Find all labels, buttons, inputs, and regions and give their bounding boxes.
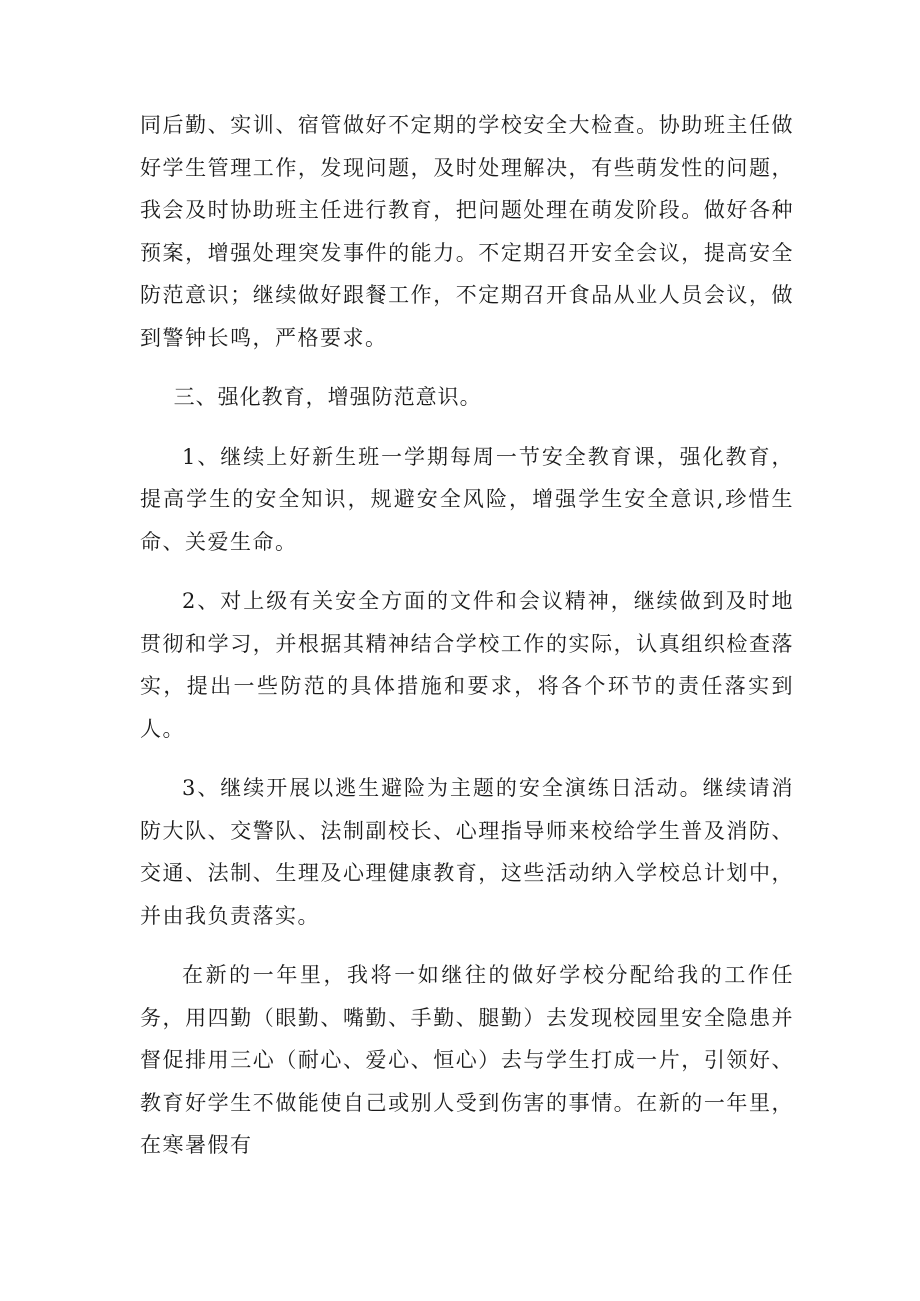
- section-heading: 三、强化教育，增强防范意识。: [173, 385, 482, 409]
- document-page: [140, 104, 794, 1184]
- paragraph-item-3: 3、继续开展以逃生避险为主题的安全演练日活动。继续请消防大队、交警队、法制副校长、心理指导师来校给学生普及消防、交通、法制、生理及心理健康教育，这些活动纳入学校总计划中，并由我负责落实。: [140, 776, 794, 928]
- paragraph-continuation: 同后勤、实训、宿管做好不定期的学校安全大检查。协助班主任做好学生管理工作，发现问题，及时处理解决，有些萌发性的问题，我会及时协助班主任进行教育，把问题处理在萌发阶段。做好各种预案，增强处理突发事件的能力。不定期召开安全会议，提高安全防范意识；继续做好跟餐工作，不定期召开食品从业人员会议，做到警钟长鸣，严格要求。: [140, 113, 794, 350]
- paragraph-item-1: 1、继续上好新生班一学期每周一节安全教育课，强化教育，提高学生的安全知识，规避安全风险，增强学生安全意识,珍惜生命、关爱生命。: [140, 444, 794, 554]
- paragraph-item-2: 2、对上级有关安全方面的文件和会议精神，继续做到及时地贯彻和学习，并根据其精神结合学校工作的实际，认真组织检查落实，提出一些防范的具体措施和要求，将各个环节的责任落实到人。: [140, 589, 794, 741]
- paragraph-closing: 在新的一年里，我将一如继往的做好学校分配给我的工作任务，用四勤（眼勤、嘴勤、手勤、腿勤）去发现校园里安全隐患并督促排用三心（耐心、爱心、恒心）去与学生打成一片，引领好、教育好学生不做能使自己或别人受到伤害的事情。在新的一年里，在寒暑假有: [140, 963, 794, 1157]
